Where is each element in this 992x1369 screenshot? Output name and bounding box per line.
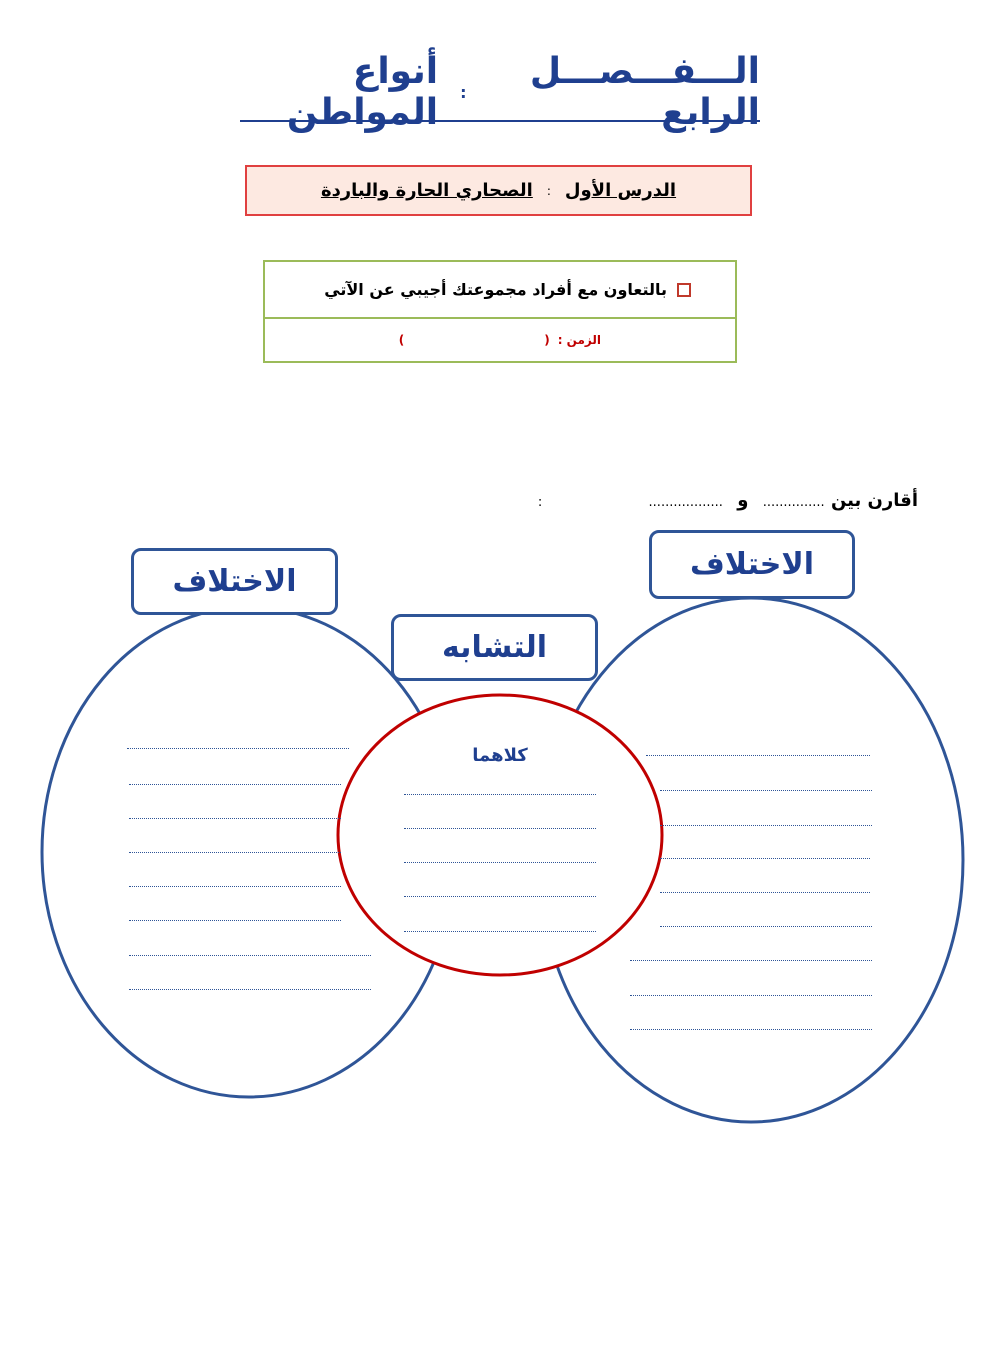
right-answer-line[interactable]	[660, 825, 872, 826]
right-answer-line[interactable]	[660, 790, 872, 791]
both-label: كلاهما	[472, 745, 528, 766]
middle-answer-line[interactable]	[404, 931, 596, 932]
middle-answer-line[interactable]	[404, 794, 596, 795]
similarity-label: التشابه	[441, 630, 548, 665]
left-answer-line[interactable]	[129, 852, 341, 853]
right-difference-box	[649, 530, 855, 599]
time-open-paren: (	[544, 333, 550, 347]
left-answer-line[interactable]	[129, 989, 371, 990]
middle-answer-line[interactable]	[404, 896, 596, 897]
right-answer-line[interactable]	[630, 1029, 872, 1030]
time-close-paren: )	[398, 333, 405, 347]
left-difference-label: الاختلاف	[172, 564, 297, 599]
left-difference-box	[131, 548, 338, 615]
middle-circle	[338, 695, 662, 975]
left-answer-line[interactable]	[129, 818, 341, 819]
compare-and: و	[737, 490, 749, 511]
middle-answer-line[interactable]	[404, 862, 596, 863]
left-answer-line[interactable]	[129, 784, 341, 785]
left-answer-line[interactable]	[129, 955, 371, 956]
middle-answer-line[interactable]	[404, 828, 596, 829]
right-answer-line[interactable]	[660, 926, 872, 927]
chapter-topic: أنواع المواطن	[286, 51, 439, 133]
title-separator: :	[460, 82, 467, 102]
right-answer-line[interactable]	[660, 858, 870, 859]
left-answer-line[interactable]	[127, 748, 349, 749]
right-answer-line[interactable]	[630, 995, 872, 996]
compare-blank-2[interactable]: ..................	[648, 495, 723, 510]
compare-blank-1[interactable]: ...............	[762, 495, 825, 510]
compare-colon: :	[537, 495, 543, 510]
chapter-label: الـــفـــصـــل الرابع	[529, 51, 760, 133]
time-label: الزمن :	[557, 333, 601, 347]
compare-prefix: أقارن بين	[830, 490, 918, 511]
task-instruction: بالتعاون مع أفراد مجموعتك أجيبي عن الآتي	[324, 280, 667, 299]
right-answer-line[interactable]	[630, 960, 872, 961]
right-answer-line[interactable]	[660, 892, 870, 893]
similarity-box	[391, 614, 598, 681]
lesson-label: الدرس الأول	[564, 180, 677, 201]
left-answer-line[interactable]	[129, 886, 341, 887]
right-answer-line[interactable]	[646, 755, 870, 756]
lesson-separator: :	[546, 183, 551, 198]
right-difference-label: الاختلاف	[689, 547, 815, 582]
lesson-title: الصحاري الحارة والباردة	[320, 180, 533, 201]
left-answer-line[interactable]	[129, 920, 341, 921]
